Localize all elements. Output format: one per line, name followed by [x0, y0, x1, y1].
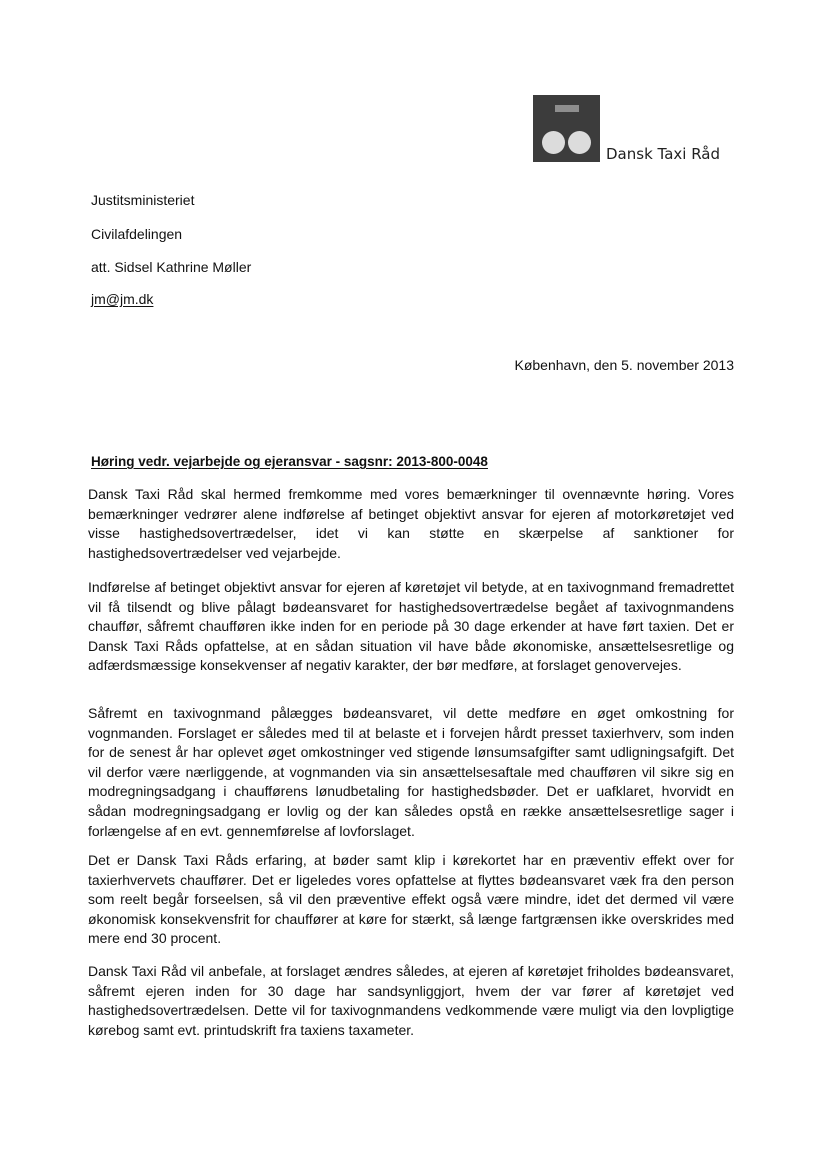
logo-left-wheel — [542, 131, 565, 154]
subject-heading: Høring vedr. vejarbejde og ejeransvar - sagsnr: 2013-800-0048 — [91, 454, 488, 469]
taxi-logo-icon — [533, 95, 600, 162]
body-paragraph-3: Såfremt en taxivognmand pålægges bødeansvaret, vil dette medføre en øget omkostning for vognmanden. Forslaget er således med til at belaste et i forvejen hårdt presset taxierhverv, som inden for de senest år har oplevet øget omkostninger ved stigende lønsumsafgifter samt udligningsafgift. Det vil derfor være nærliggende, at vognmanden via sin ansættelsesaftale med chaufføren vil sikre sig en modregningsadgang i chaufførens lønudbetaling for hastighedsbøder. Det er uafklaret, hvorvidt en sådan modregningsadgang er lovlig og der kan således opstå en række ansættelsesretlige sager i forlængelse af en evt. gennemførelse af lovforslaget. — [88, 705, 734, 839]
logo-roof-sign — [555, 105, 579, 112]
body-paragraph-2: Indførelse af betinget objektivt ansvar for ejeren af køretøjet vil betyde, at en taxivognmand fremadrettet vil få tilsendt og blive pålagt bødeansvaret for hastighedsovertrædelse begået af taxivognmandens chauffør, såfremt chaufføren ikke inden for en periode på 30 dage erkender at have ført taxien. Det er Dansk Taxi Råds opfattelse, at en sådan situation vil have både økonomiske, ansættelsesretlige og adfærdsmæssige konsekvenser af negativ karakter, der bør medføre, at forslaget genovervejes. — [88, 579, 734, 674]
recipient-ministry: Justitsministeriet — [91, 192, 195, 208]
body-paragraph-5: Dansk Taxi Råd vil anbefale, at forslaget ændres således, at ejeren af køretøjet friholdes bødeansvaret, såfremt ejeren inden for 30 dage har sandsynliggjort, hvem der var fører af køretøjet ved hastighedsovertrædelsen. Dette vil for taxivognmandens vedkommende være muligt via den lovpligtige kørebog samt evt. printudskrift fra taxiens taxameter. — [88, 963, 734, 1038]
logo-right-wheel — [568, 131, 591, 154]
letter-date: København, den 5. november 2013 — [514, 357, 734, 373]
brand-name: Dansk Taxi Råd — [606, 145, 721, 163]
body-paragraph-4: Det er Dansk Taxi Råds erfaring, at bøder samt klip i kørekortet har en præventiv effekt over for taxierhvervets chauffører. Det er ligeledes vores opfattelse at flyttes bødeansvaret væk fra den person som reelt begår forseelsen, så vil den præventive effekt også være mindre, idet det dermed vil være økonomisk konsekvensfrit for chauffører at køre for stærkt, så længe fartgrænsen ikke overskrides med mere end 30 procent. — [88, 852, 734, 947]
recipient-department: Civilafdelingen — [91, 226, 183, 242]
body-paragraph-1: Dansk Taxi Råd skal hermed fremkomme med vores bemærkninger til ovennævnte høring. Vores bemærkninger vedrører alene indførelse af betinget objektivt ansvar for ejeren af motorkøretøjet ved visse hastighedsovertrædelser, idet vi kan støtte en skærpelse af sanktioner for hastighedsovertrædelser ved vejarbejde. — [88, 486, 734, 561]
recipient-email-link[interactable]: jm@jm.dk — [91, 291, 154, 307]
recipient-attention: att. Sidsel Kathrine Møller — [91, 259, 252, 275]
